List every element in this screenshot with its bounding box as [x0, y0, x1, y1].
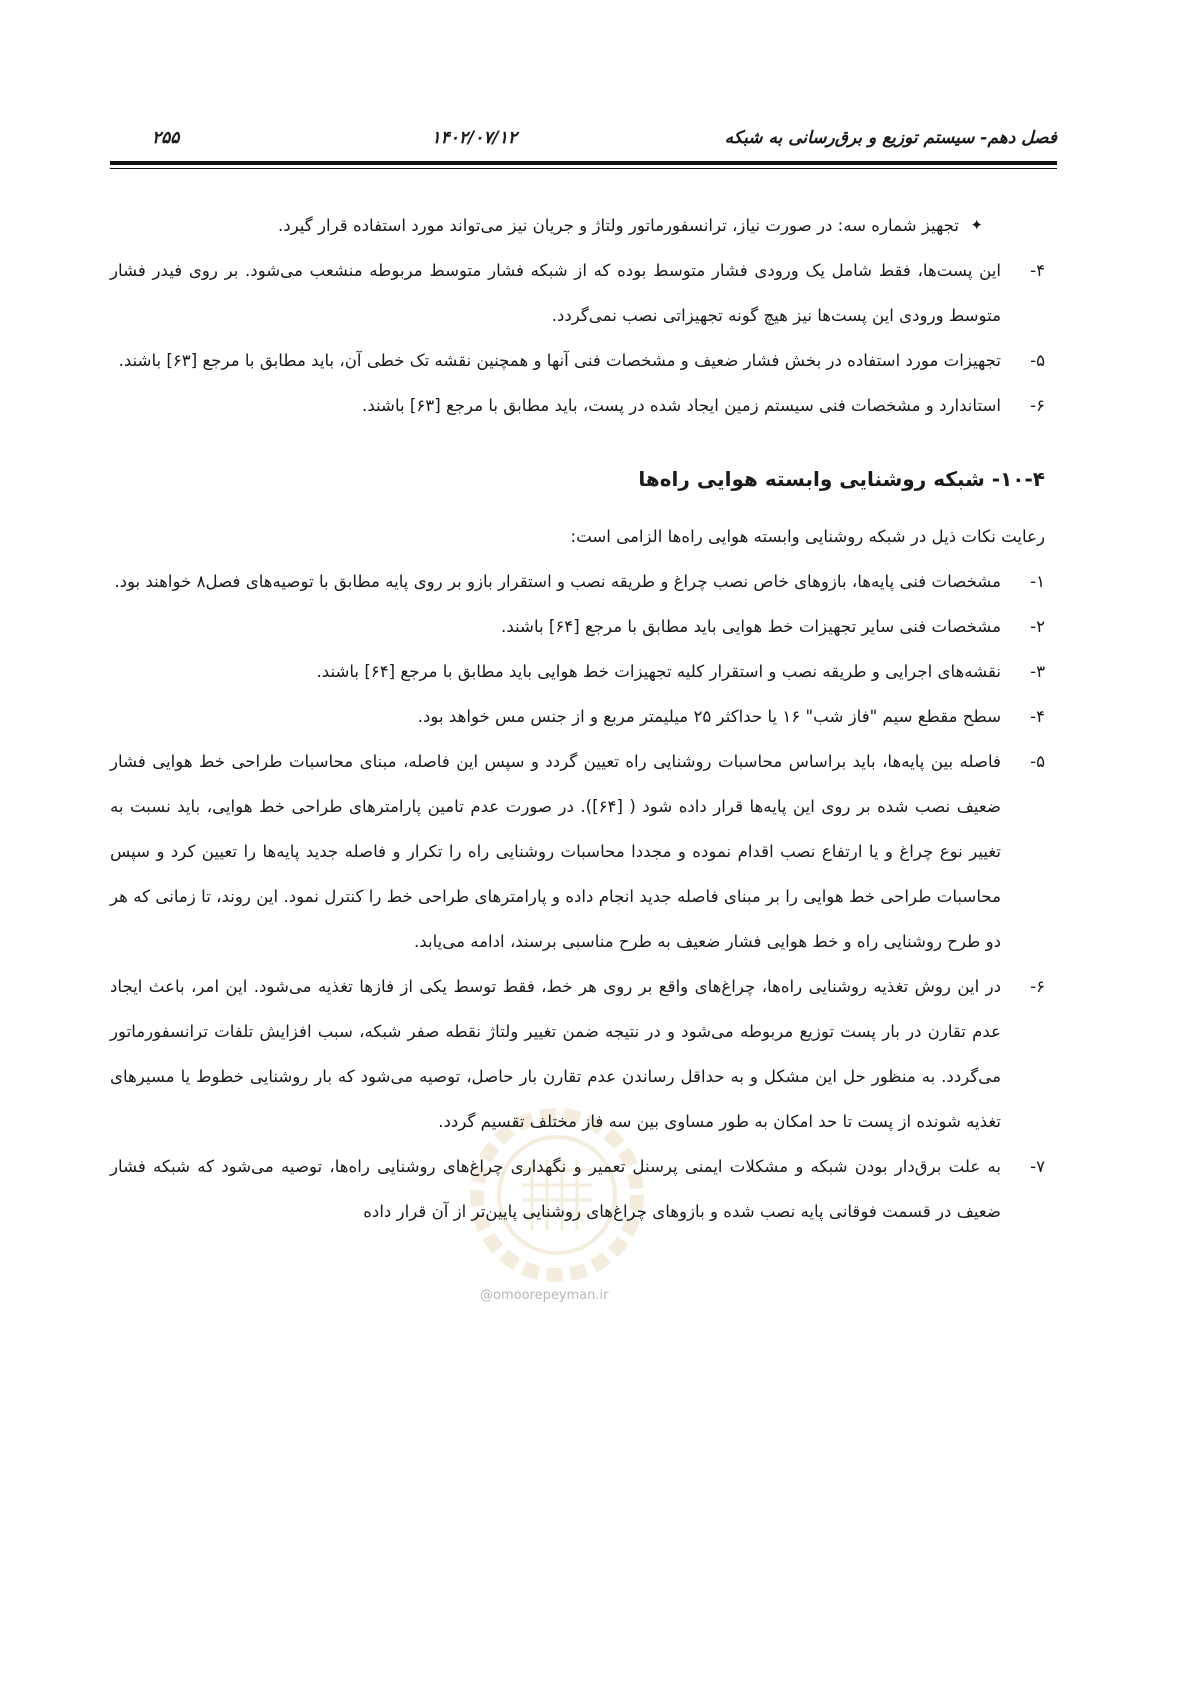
list-item [110, 964, 1057, 1144]
list-item-text: مشخصات فنی سایر تجهیزات خط هوایی باید مطابق با مرجع [۶۴] باشند. [501, 617, 1001, 636]
star-bullet-icon: ✦ [970, 216, 983, 234]
section-heading: ۱۰-۴- شبکه روشنایی وابسته هوایی راه‌ها [638, 467, 1045, 491]
list-item-text: در این روش تغذیه روشنایی راه‌ها، چراغ‌های واقع بر روی هر خط، فقط توسط یکی از فازها تغذیه می‌شود. این امر، باعث ایجاد عدم تقارن در بار پست توزیع مربوطه می‌شود و در نتیجه ضمن تغییر ولتاژ نقطه صفر شبکه، سبب افزایش تلفات ترانسفورماتور می‌گردد. به منظور حل این مشکل و به حداقل رساندن عدم تقارن بار حاصل، توصیه می‌شود که بار روشنایی خطوط یا مسیرهای تغذیه شونده از پست تا حد امکان به طور مساوی بین سه فاز مختلف تقسیم گردد. [110, 977, 1001, 1131]
list-item-number: ۶- [1030, 977, 1045, 996]
list-item-number: ۶- [1030, 396, 1045, 415]
list-item [110, 604, 1057, 649]
list-item-number: ۵- [1030, 752, 1045, 771]
list-item-text: تجهیزات مورد استفاده در بخش فشار ضعیف و مشخصات فنی آنها و همچنین نقشه تک خطی آن، باید مطابق با مرجع [۶۳] باشند. [118, 351, 1001, 370]
list-item [110, 383, 1057, 428]
list-item [110, 694, 1057, 739]
list-item-text: نقشه‌های اجرایی و طریقه نصب و استقرار کلیه تجهیزات خط هوایی باید مطابق با مرجع [۶۴] باشند. [316, 662, 1001, 681]
chapter-title: فصل دهم- سیستم توزیع و برق‌رسانی به شبکه [724, 128, 1057, 148]
list-item [110, 338, 1057, 383]
list-item-text: فاصله بین پایه‌ها، باید براساس محاسبات روشنایی راه تعیین گردد و سپس این فاصله، مبنای محاسبات طراحی خط هوایی فشار ضعیف نصب شده بر روی این پایه‌ها قرار داده شود ( [۶۴]). در صورت عدم تامین پارامترهای طراحی خط هوایی، باید نسبت به تغییر نوع چراغ و یا ارتفاع نصب اقدام نموده و مجددا محاسبات روشنایی راه را تکرار و فاصله جدید پایه‌ها را تعیین کرد و سپس محاسبات طراحی خط هوایی را بر مبنای فاصله جدید انجام داده و پارامترهای طراحی خط را کنترل نمود. این روند، تا زمانی که هر دو طرح روشنایی راه و خط هوایی فشار ضعیف به طرح مناسبی برسند، ادامه می‌یابد. [110, 752, 1001, 951]
list-item-number: ۱- [1030, 572, 1045, 591]
list-item-text: استاندارد و مشخصات فنی سیستم زمین ایجاد شده در پست، باید مطابق با مرجع [۶۳] باشند. [362, 396, 1001, 415]
list-item [110, 248, 1057, 338]
list-item-number: ۴- [1030, 707, 1045, 726]
header-rule-thick [110, 161, 1057, 165]
list-item-text: مشخصات فنی پایه‌ها، بازوهای خاص نصب چراغ و طریقه نصب و استقرار بازو بر روی پایه مطابق با توصیه‌های فصل۸ خواهند بود. [114, 572, 1001, 591]
page-number: ۲۵۵ [152, 128, 180, 148]
list-item [110, 739, 1057, 964]
section-lead: رعایت نکات ذیل در شبکه روشنایی وابسته هوایی راه‌ها الزامی است: [570, 527, 1045, 546]
body-content [110, 203, 1057, 1234]
list-item-number: ۷- [1030, 1157, 1045, 1176]
list-item-text: سطح مقطع سیم "فاز شب" ۱۶ یا حداکثر ۲۵ میلیمتر مربع و از جنس مس خواهد بود. [417, 707, 1001, 726]
list-item [110, 1144, 1057, 1234]
list-item-number: ۴- [1030, 261, 1045, 280]
list-item-text: تجهیز شماره سه: در صورت نیاز، ترانسفورماتور ولتاژ و جریان نیز می‌تواند مورد استفاده قرار گیرد. [277, 216, 959, 235]
list-item-text: به علت برق‌دار بودن شبکه و مشکلات ایمنی پرسنل تعمیر و نگهداری چراغ‌های روشنایی راه‌ها، توصیه می‌شود که شبکه فشار ضعیف در قسمت فوقانی پایه نصب شده و بازوهای چراغ‌های روشنایی پایین‌تر از آن قرار داده [110, 1157, 1001, 1221]
list-item-text: این پست‌ها، فقط شامل یک ورودی فشار متوسط بوده که از شبکه فشار متوسط مربوطه منشعب می‌شود. بر روی فیدر فشار متوسط ورودی این پست‌ها نیز هیچ گونه تجهیزاتی نصب نمی‌گردد. [110, 261, 1001, 325]
page-header [110, 128, 1057, 152]
list-item-number: ۲- [1030, 617, 1045, 636]
list-item-number: ۵- [1030, 351, 1045, 370]
list-item [110, 203, 1057, 248]
list-item [110, 559, 1057, 604]
list-item-number: ۳- [1030, 662, 1045, 681]
list-item [110, 649, 1057, 694]
watermark-text: @omoorepeyman.ir [480, 1288, 609, 1303]
header-rule-thin [110, 168, 1057, 169]
header-date: ۱۴۰۲/۰۷/۱۲ [431, 128, 517, 148]
